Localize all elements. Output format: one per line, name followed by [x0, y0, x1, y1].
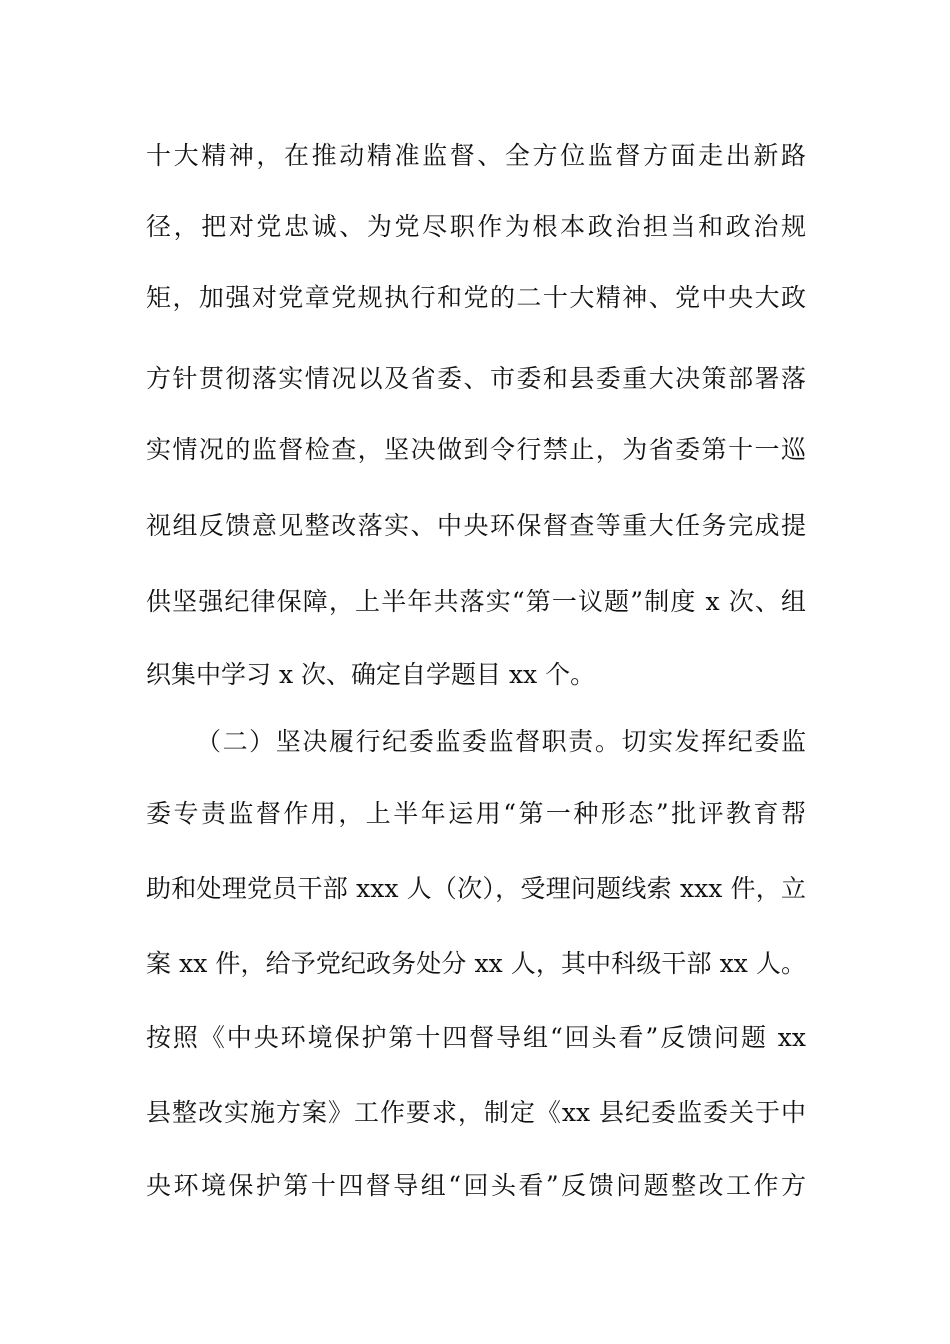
text-line: 助和处理党员干部 xxx 人（次），受理问题线索 xxx 件，立: [146, 874, 806, 903]
text-line: 织集中学习 x 次、确定自学题目 xx 个。: [146, 660, 596, 689]
text-line: 径，把对党忠诚、为党尽职作为根本政治担当和政治规: [146, 212, 806, 241]
text-line: 视组反馈意见整改落实、中央环保督查等重大任务完成提: [146, 511, 806, 540]
text-line: 案 xx 件，给予党纪政务处分 xx 人，其中科级干部 xx 人。: [146, 949, 806, 978]
text-line: 委专责监督作用，上半年运用“第一种形态”批评教育帮: [146, 799, 806, 828]
text-line: 按照《中央环境保护第十四督导组“回头看”反馈问题 xx: [146, 1023, 806, 1052]
section-heading-line: （二）坚决履行纪委监委监督职责。切实发挥纪委监: [196, 727, 806, 756]
text-line: 县整改实施方案》工作要求，制定《xx 县纪委监委关于中: [146, 1098, 806, 1127]
text-line: 央环境保护第十四督导组“回头看”反馈问题整改工作方: [146, 1171, 806, 1200]
text-line: 实情况的监督检查，坚决做到令行禁止，为省委第十一巡: [146, 435, 806, 464]
text-line: 矩，加强对党章党规执行和党的二十大精神、党中央大政: [146, 283, 806, 312]
text-line: 供坚强纪律保障，上半年共落实“第一议题”制度 x 次、组: [146, 587, 806, 616]
text-line: 方针贯彻落实情况以及省委、市委和县委重大决策部署落: [146, 364, 806, 393]
text-line: 十大精神，在推动精准监督、全方位监督方面走出新路: [146, 141, 806, 170]
